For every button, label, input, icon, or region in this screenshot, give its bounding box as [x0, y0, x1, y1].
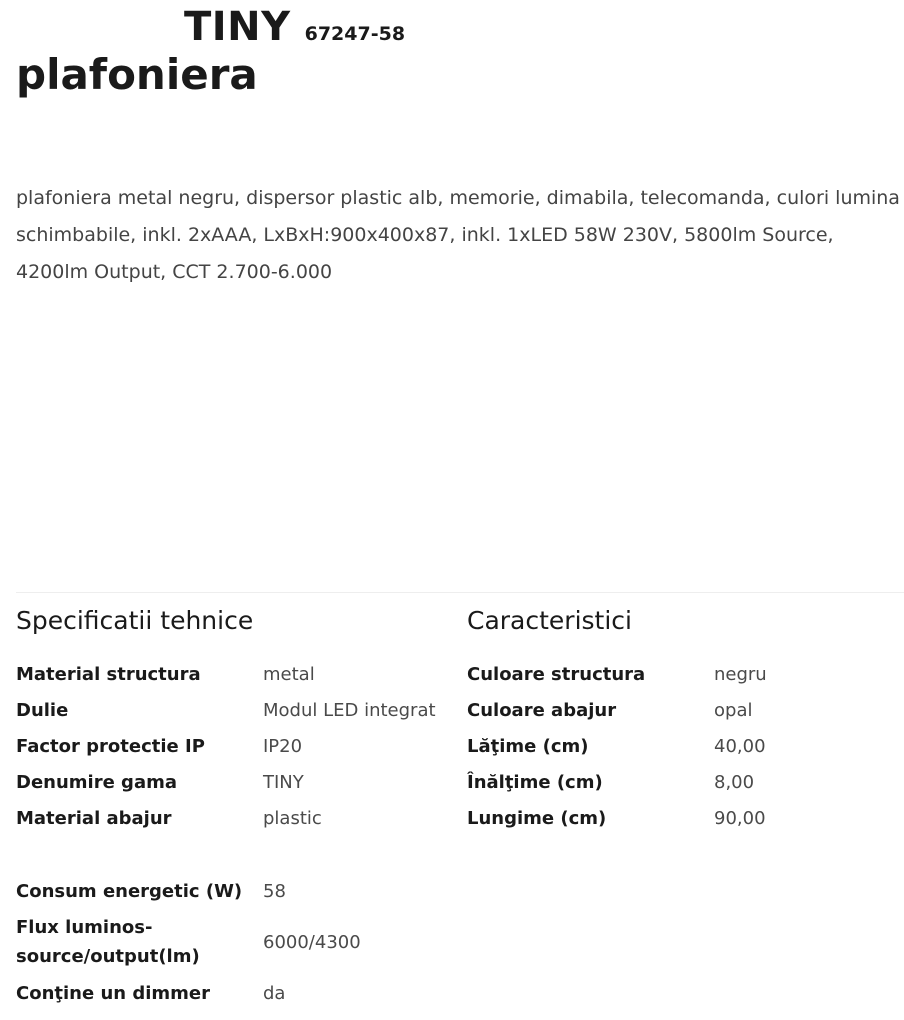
table-row	[16, 909, 361, 975]
spec-label: Factor protectie IP	[16, 735, 205, 757]
section-divider	[16, 592, 904, 593]
spec-value: TINY	[263, 771, 304, 793]
table-row	[16, 728, 436, 764]
specificatii-title: Specificatii tehnice	[16, 606, 254, 635]
energy-value: da	[263, 982, 286, 1004]
feature-value: 8,00	[714, 771, 755, 793]
table-row	[467, 764, 767, 800]
feature-label: Înălţime (cm)	[467, 771, 603, 793]
energy-label: Flux luminos-source/output(lm)	[16, 917, 200, 967]
table-row	[467, 692, 767, 728]
feature-label: Culoare abajur	[467, 699, 617, 721]
product-title-row	[184, 4, 405, 50]
table-row	[16, 975, 361, 1011]
product-description: plafoniera metal negru, dispersor plastic alb, memorie, dimabila, telecomanda, culori lumina schimbabile, inkl. 2xAAA, LxBxH:900x400x87, inkl. 1xLED 58W 230V, 5800lm Source, 4200lm Output, CCT 2.700-6.000	[16, 187, 900, 283]
table-row	[16, 656, 436, 692]
table-row	[467, 800, 767, 836]
specificatii-table	[16, 656, 436, 836]
energy-value: 6000/4300	[263, 931, 361, 953]
table-row	[467, 728, 767, 764]
feature-label: Culoare structura	[467, 663, 646, 685]
energy-value: 58	[263, 880, 286, 902]
feature-value: 40,00	[714, 735, 766, 757]
table-row	[467, 656, 767, 692]
spec-label: Material abajur	[16, 807, 172, 829]
feature-label: Lungime (cm)	[467, 807, 607, 829]
caracteristici-table	[467, 656, 767, 836]
feature-value: opal	[714, 699, 753, 721]
energy-label: Consum energetic (W)	[16, 880, 243, 902]
feature-value: 90,00	[714, 807, 766, 829]
feature-label: Lăţime (cm)	[467, 735, 589, 757]
spec-label: Dulie	[16, 699, 69, 721]
spec-value: Modul LED integrat	[263, 699, 436, 721]
table-row	[16, 800, 436, 836]
product-type: plafoniera	[16, 50, 258, 99]
table-row	[16, 692, 436, 728]
product-code: 67247-58	[304, 23, 406, 45]
product-brand: TINY	[184, 4, 291, 50]
table-row	[16, 764, 436, 800]
energy-label: Conţine un dimmer	[16, 982, 211, 1004]
spec-label: Material structura	[16, 663, 201, 685]
energie-table	[16, 873, 361, 1011]
spec-value: IP20	[263, 735, 303, 757]
spec-value: metal	[263, 663, 315, 685]
spec-label: Denumire gama	[16, 771, 177, 793]
feature-value: negru	[714, 663, 767, 685]
spec-value: plastic	[263, 807, 322, 829]
caracteristici-title: Caracteristici	[467, 606, 632, 635]
table-row	[16, 873, 361, 909]
